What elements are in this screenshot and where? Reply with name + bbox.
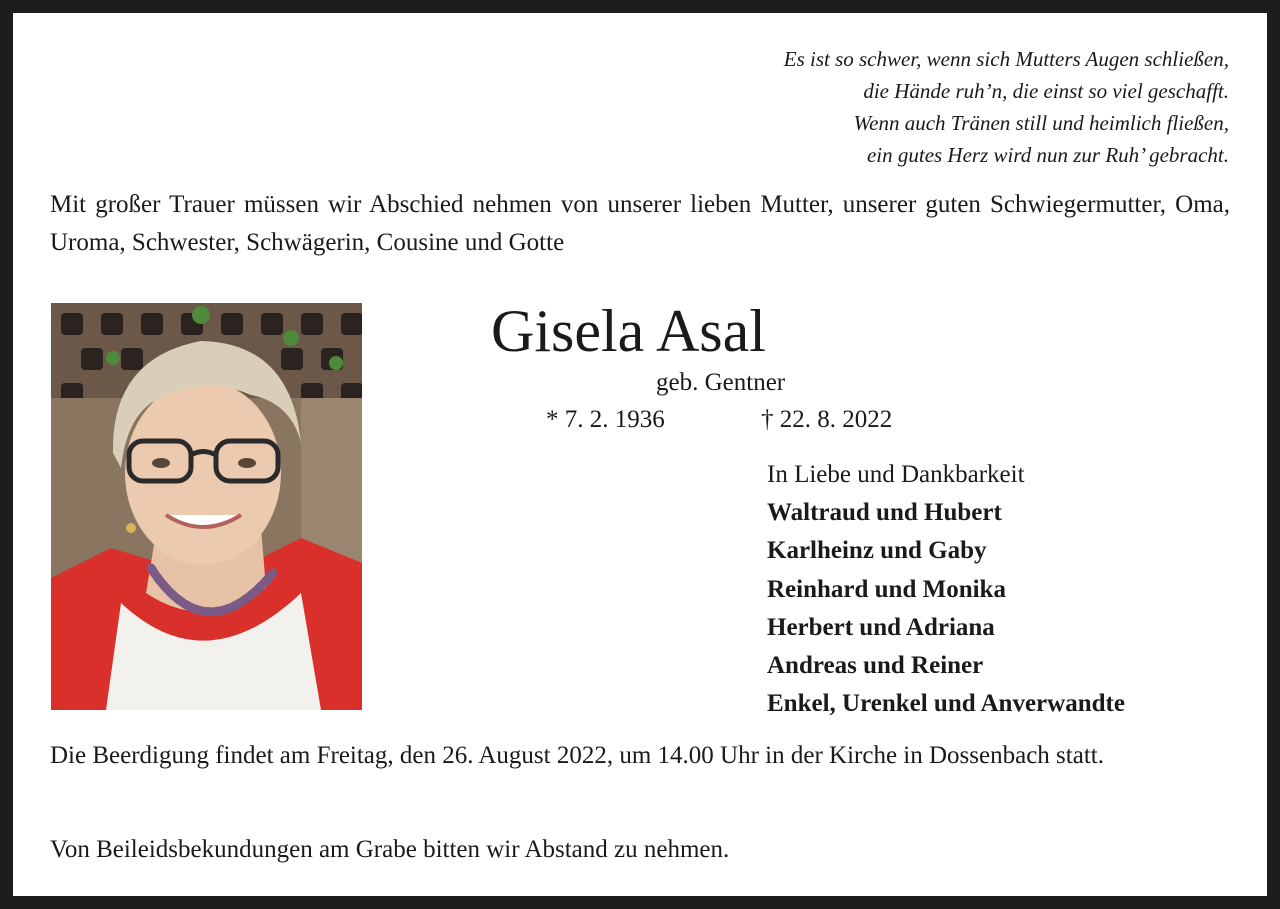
- intro-text: Mit großer Trauer müssen wir Abschied nehmen von unserer lieben Mutter, unserer guten Schwiegermutter, Oma, Uroma, Schwester, Schwägerin, Cousine und Gotte: [50, 191, 1230, 256]
- maiden-name: geb. Gentner: [656, 369, 786, 396]
- poem-line: ein gutes Herz wird nun zur Ruh’ gebracht.: [866, 143, 1229, 167]
- mourner-name: Herbert und Adriana: [767, 613, 995, 641]
- poem-line: Wenn auch Tränen still und heimlich fließen,: [853, 111, 1229, 135]
- signoff-heading: In Liebe und Dankbarkeit: [767, 461, 1025, 488]
- signoff: [767, 456, 1125, 723]
- mourner-name: Reinhard und Monika: [767, 575, 1006, 603]
- mourner-name: Waltraud und Hubert: [767, 499, 1002, 527]
- condolence-note: Von Beileidsbekundungen am Grabe bitten wir Abstand zu nehmen.: [50, 836, 730, 863]
- death-date: † 22. 8. 2022: [761, 406, 893, 433]
- deceased-name: Gisela Asal: [491, 298, 766, 364]
- mourner-name: Karlheinz und Gaby: [767, 537, 987, 565]
- mourner-name: Andreas und Reiner: [767, 652, 984, 680]
- funeral-info: Die Beerdigung findet am Freitag, den 26. August 2022, um 14.00 Uhr in der Kirche in Dossenbach statt.: [50, 742, 1104, 769]
- poem-line: die Hände ruh’n, die einst so viel geschafft.: [863, 79, 1229, 103]
- mourners-list: [767, 494, 1125, 723]
- poem: [784, 43, 1229, 171]
- mourner-name: Enkel, Urenkel und Anverwandte: [767, 690, 1125, 718]
- birth-date: * 7. 2. 1936: [546, 406, 665, 433]
- life-dates: [546, 404, 893, 436]
- poem-line: Es ist so schwer, wenn sich Mutters Augen schließen,: [783, 47, 1229, 71]
- portrait-photo: [51, 303, 362, 710]
- obituary-card: [13, 13, 1267, 896]
